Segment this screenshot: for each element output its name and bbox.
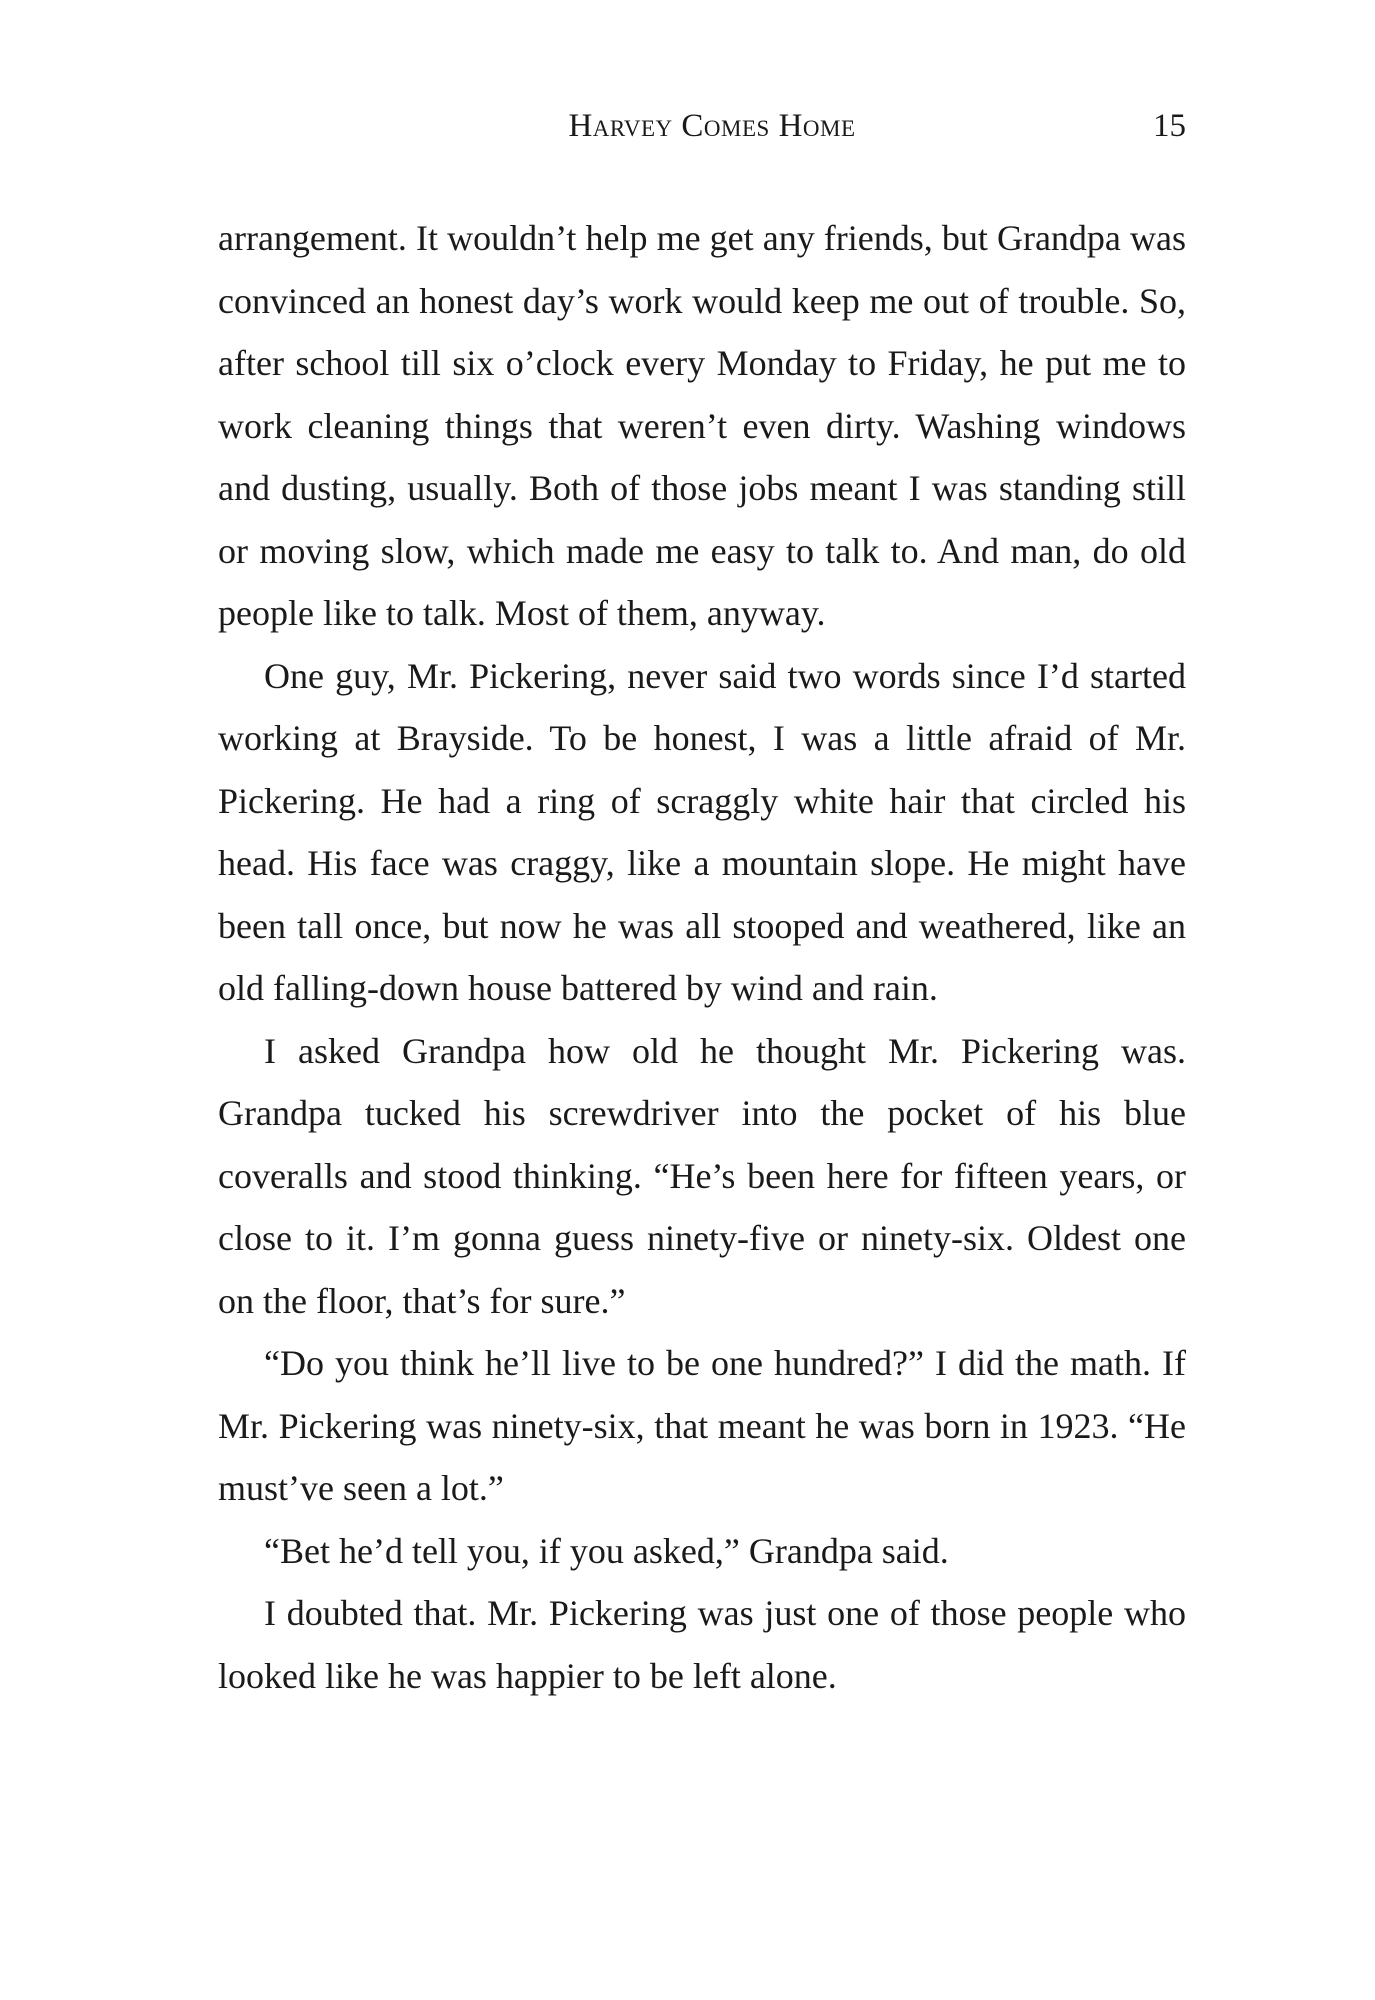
running-head — [218, 108, 1186, 158]
page-number: 15 — [1153, 108, 1186, 144]
paragraph: One guy, Mr. Pickering, never said two words since I’d started working at Brayside. To be honest, I was a little afraid of Mr. Pickering. He had a ring of scraggly white hair that circled his head. His face was craggy, like a mountain slope. He might have been tall once, but now he was all stooped and weathered, like an old falling-down house battered by wind and rain. — [218, 655, 1186, 1008]
paragraph: “Bet he’d tell you, if you asked,” Grandpa said. — [264, 1530, 949, 1571]
chapter-title: Harvey Comes Home — [568, 108, 856, 144]
body-text — [218, 207, 1186, 1707]
paragraph: I asked Grandpa how old he thought Mr. Pickering was. Grandpa tucked his screwdriver into the pocket of his blue coveralls and stood thinking. “He’s been here for fifteen years, or close to it. I’m gonna guess ninety-five or ninety-six. Oldest one on the floor, that’s for sure.” — [218, 1030, 1186, 1321]
paragraph: I doubted that. Mr. Pickering was just one of those people who looked like he was happier to be left alone. — [218, 1593, 1186, 1696]
paragraph-continued: arrangement. It wouldn’t help me get any friends, but Grandpa was convinced an honest day’s work would keep me out of trouble. So, after school till six o’clock every Monday to Friday, he put me to work cleaning things that weren’t even dirty. Washing windows and dusting, usually. Both of those jobs meant I was standing still or moving slow, which made me easy to talk to. And man, do old people like to talk. Most of them, anyway. — [218, 218, 1186, 633]
paragraph: “Do you think he’ll live to be one hundred?” I did the math. If Mr. Pickering was ninety-six, that meant he was born in 1923. “He must’ve seen a lot.” — [218, 1343, 1186, 1508]
